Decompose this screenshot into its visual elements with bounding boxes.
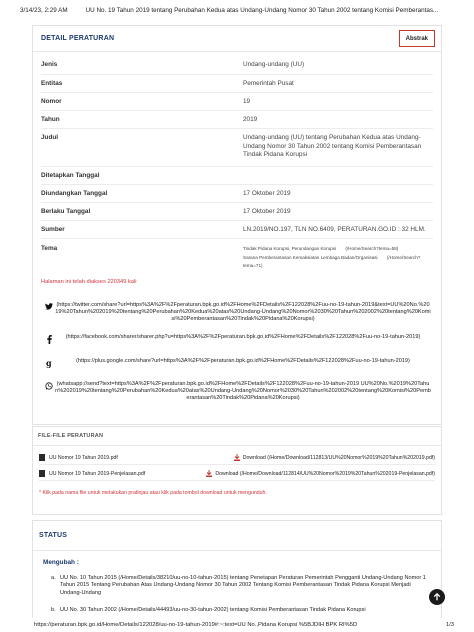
share-google[interactable] — [43, 358, 431, 368]
file-name-link[interactable] — [39, 454, 234, 461]
file-name[interactable]: UU Nomor 19 Tahun 2019-Penjelasan.pdf — [49, 470, 146, 477]
file-peraturan-card — [32, 426, 442, 515]
print-header — [0, 0, 474, 20]
file-row — [39, 451, 435, 465]
download-link[interactable] — [234, 454, 435, 461]
row-value: Undang-undang (UU) — [243, 61, 305, 68]
status-item-letter: b. — [51, 607, 56, 613]
print-footer — [0, 618, 474, 632]
views-counter: Halaman ini telah diakses 220349 kali — [41, 279, 137, 285]
row-label: Jenis — [41, 61, 58, 68]
detail-title: DETAIL PERATURAN — [41, 35, 115, 42]
share-facebook[interactable] — [43, 334, 431, 344]
tema-link-url[interactable]: (/Home/Search?tema=71) — [243, 254, 421, 269]
document-icon — [39, 454, 45, 461]
status-title: STATUS — [39, 532, 68, 539]
tema-links — [243, 245, 433, 271]
share-whatsapp[interactable] — [43, 381, 431, 403]
whatsapp-icon — [43, 381, 55, 403]
print-page-number: 1/3 — [445, 622, 454, 628]
abstrak-button[interactable]: Abstrak — [399, 30, 435, 47]
divider — [41, 110, 433, 111]
svg-text:g: g — [45, 358, 52, 368]
row-judul — [41, 134, 433, 160]
detail-header — [33, 26, 441, 52]
row-label: Ditetapkan Tanggal — [41, 172, 100, 179]
row-value — [243, 172, 433, 179]
detail-peraturan-card — [32, 25, 442, 425]
status-item-text[interactable]: UU No. 30 Tahun 2002 (/Home/Details/44493/uu-no-30-tahun-2002) tentang Komisi Pemberantasan Tindak Pidana Korupsi — [60, 607, 366, 613]
row-tahun — [41, 116, 433, 125]
download-url[interactable]: Download (/Home/Download/112813/UU%20Nomor%2019%20Tahun%202019.pdf) — [242, 454, 435, 461]
print-url: https://peraturan.bpk.go.id/Home/Details/122028/uu-no-19-tahun-2019#:~:text=UU No.,Pidana Korupsi %5BJDIH BPK RI%5D — [34, 622, 358, 628]
status-item — [51, 575, 427, 597]
divider — [41, 166, 433, 167]
print-timestamp: 3/14/23, 2:29 AM — [20, 6, 68, 14]
row-value: LN.2019/NO.197, TLN NO.6409, PERATURAN.GO.ID : 32 HLM. — [243, 226, 426, 233]
file-name-link[interactable] — [39, 470, 206, 477]
file-name[interactable]: UU Nomor 19 Tahun 2019.pdf — [49, 454, 118, 461]
download-url[interactable]: Download (/Home/Download/112814/UU%20Nomor%2019%20Tahun%202019-Penjelasan.pdf) — [215, 470, 435, 477]
row-label: Judul — [41, 134, 59, 141]
row-berlaku — [41, 208, 433, 217]
arrow-up-icon — [433, 593, 441, 601]
share-twitter-url[interactable]: (https://twitter.com/share?url=https%3A%2F%2Fperaturan.bpk.go.id%2FHome%2FDetails%2F122028%2Fuu-no-19-tahun-2019&text=UU%20No.%2019%20Tahun%202019%20tentang%20Perubahan%20Kedua%20atas%20Undang-Undang%20Nomor%2030%20Tahun%202002%20tentang%20Komisi%20Pemberantasan%20Tindak%20Pidana%20Korupsi) — [55, 302, 431, 323]
document-icon — [39, 470, 45, 477]
row-value: 19 — [243, 98, 251, 105]
files-header — [33, 427, 441, 446]
status-item-text[interactable]: UU No. 10 Tahun 2015 (/Home/Details/38210/uu-no-10-tahun-2015) tentang Penetapan Peraturan Pemerintah Pengganti Undang-Undang Nomor 1 Tahun 2015 Tentang Perubahan Atas Undang-Undang Nomor 30 Tahun 2002 Tentang Komisi Pemberantasan Tindak Pidana Korupsi Menjadi Undang-Undang — [60, 575, 426, 596]
row-label: Entitas — [41, 80, 63, 87]
status-header — [33, 521, 441, 551]
download-icon — [234, 454, 240, 461]
divider — [41, 74, 433, 75]
facebook-icon — [43, 334, 55, 344]
download-link[interactable] — [206, 470, 435, 477]
row-label: Tahun — [41, 116, 60, 123]
row-diundangkan — [41, 190, 433, 199]
tema-link[interactable]: Sarana Pemberantasan Kemaksiatan Lembaga Badan/Organisasi — [243, 254, 378, 260]
divider — [41, 128, 433, 129]
tema-link-url[interactable]: (/Home/Search?tema=58) — [345, 246, 399, 251]
row-label: Berlaku Tanggal — [41, 208, 91, 215]
print-page-title: UU No. 19 Tahun 2019 tentang Perubahan Kedua atas Undang-Undang Nomor 30 Tahun 2002 tentang Komisi Pemberantas... — [85, 6, 439, 14]
scroll-to-top-button[interactable] — [429, 589, 445, 605]
share-whatsapp-url[interactable]: (whatsapp://send?text=https%3A%2F%2Fperaturan.bpk.go.id%2FHome%2FDetails%2F122028%2Fuu-no-19-tahun-2019 UU%20No.%2019%20Tahun%202019%20tentang%20Perubahan%20Kedua%20atas%20Undang-Undang%20Nomor%2030%20Tahun%202002%20tentang%20Komisi%20Pemberantasan%20Tindak%20Pidana%20Korupsi) — [55, 381, 431, 402]
row-ditetapkan — [41, 172, 433, 179]
row-entitas — [41, 80, 433, 89]
share-google-url[interactable]: (https://plus.google.com/share?url=https%3A%2F%2Fperaturan.bpk.go.id%2FHome%2FDetails%2F122028%2Fuu-no-19-tahun-2019) — [76, 358, 410, 364]
share-facebook-url[interactable]: (https://facebook.com/sharer/sharer.php?u=https%3A%2F%2Fperaturan.bpk.go.id%2FHome%2FDetails%2F122028%2Fuu-no-19-tahun-2019) — [65, 334, 421, 340]
row-value: Pemerintah Pusat — [243, 80, 294, 87]
row-label: Diundangkan Tanggal — [41, 190, 108, 197]
row-value: 17 Oktober 2019 — [243, 208, 291, 215]
twitter-icon — [43, 302, 55, 324]
row-tema — [41, 245, 433, 271]
mengubah-label: Mengubah : — [43, 559, 79, 566]
row-label: Nomor — [41, 98, 62, 105]
google-plus-icon — [43, 358, 55, 368]
file-row — [39, 467, 435, 481]
row-label: Tema — [41, 245, 58, 252]
divider — [41, 202, 433, 203]
row-value: 2019 — [243, 116, 258, 123]
row-sumber — [41, 226, 433, 235]
status-item-letter: a. — [51, 575, 56, 581]
divider — [41, 220, 433, 221]
row-value: 17 Oktober 2019 — [243, 190, 291, 197]
share-twitter[interactable] — [43, 302, 431, 324]
divider — [41, 238, 433, 239]
status-card — [32, 520, 442, 632]
divider — [41, 92, 433, 93]
row-jenis — [41, 61, 433, 70]
divider — [41, 184, 433, 185]
files-title: FILE-FILE PERATURAN — [38, 433, 104, 439]
status-item — [51, 607, 427, 614]
tema-link[interactable]: Tindak Pidana Korupsi, Perundangan Korupsi — [243, 246, 337, 251]
download-icon — [206, 470, 212, 477]
row-label: Sumber — [41, 226, 65, 233]
row-value: Undang-undang (UU) tentang Perubahan Kedua atas Undang-Undang Nomor 30 Tahun 2002 tentang Komisi Pemberantasan Tindak Pidana Korupsi — [243, 134, 422, 159]
files-note: * Klik pada nama file untuk melakukan pratinjau atau klik pada tombol download untuk mengunduh. — [39, 490, 267, 496]
row-nomor — [41, 98, 433, 107]
